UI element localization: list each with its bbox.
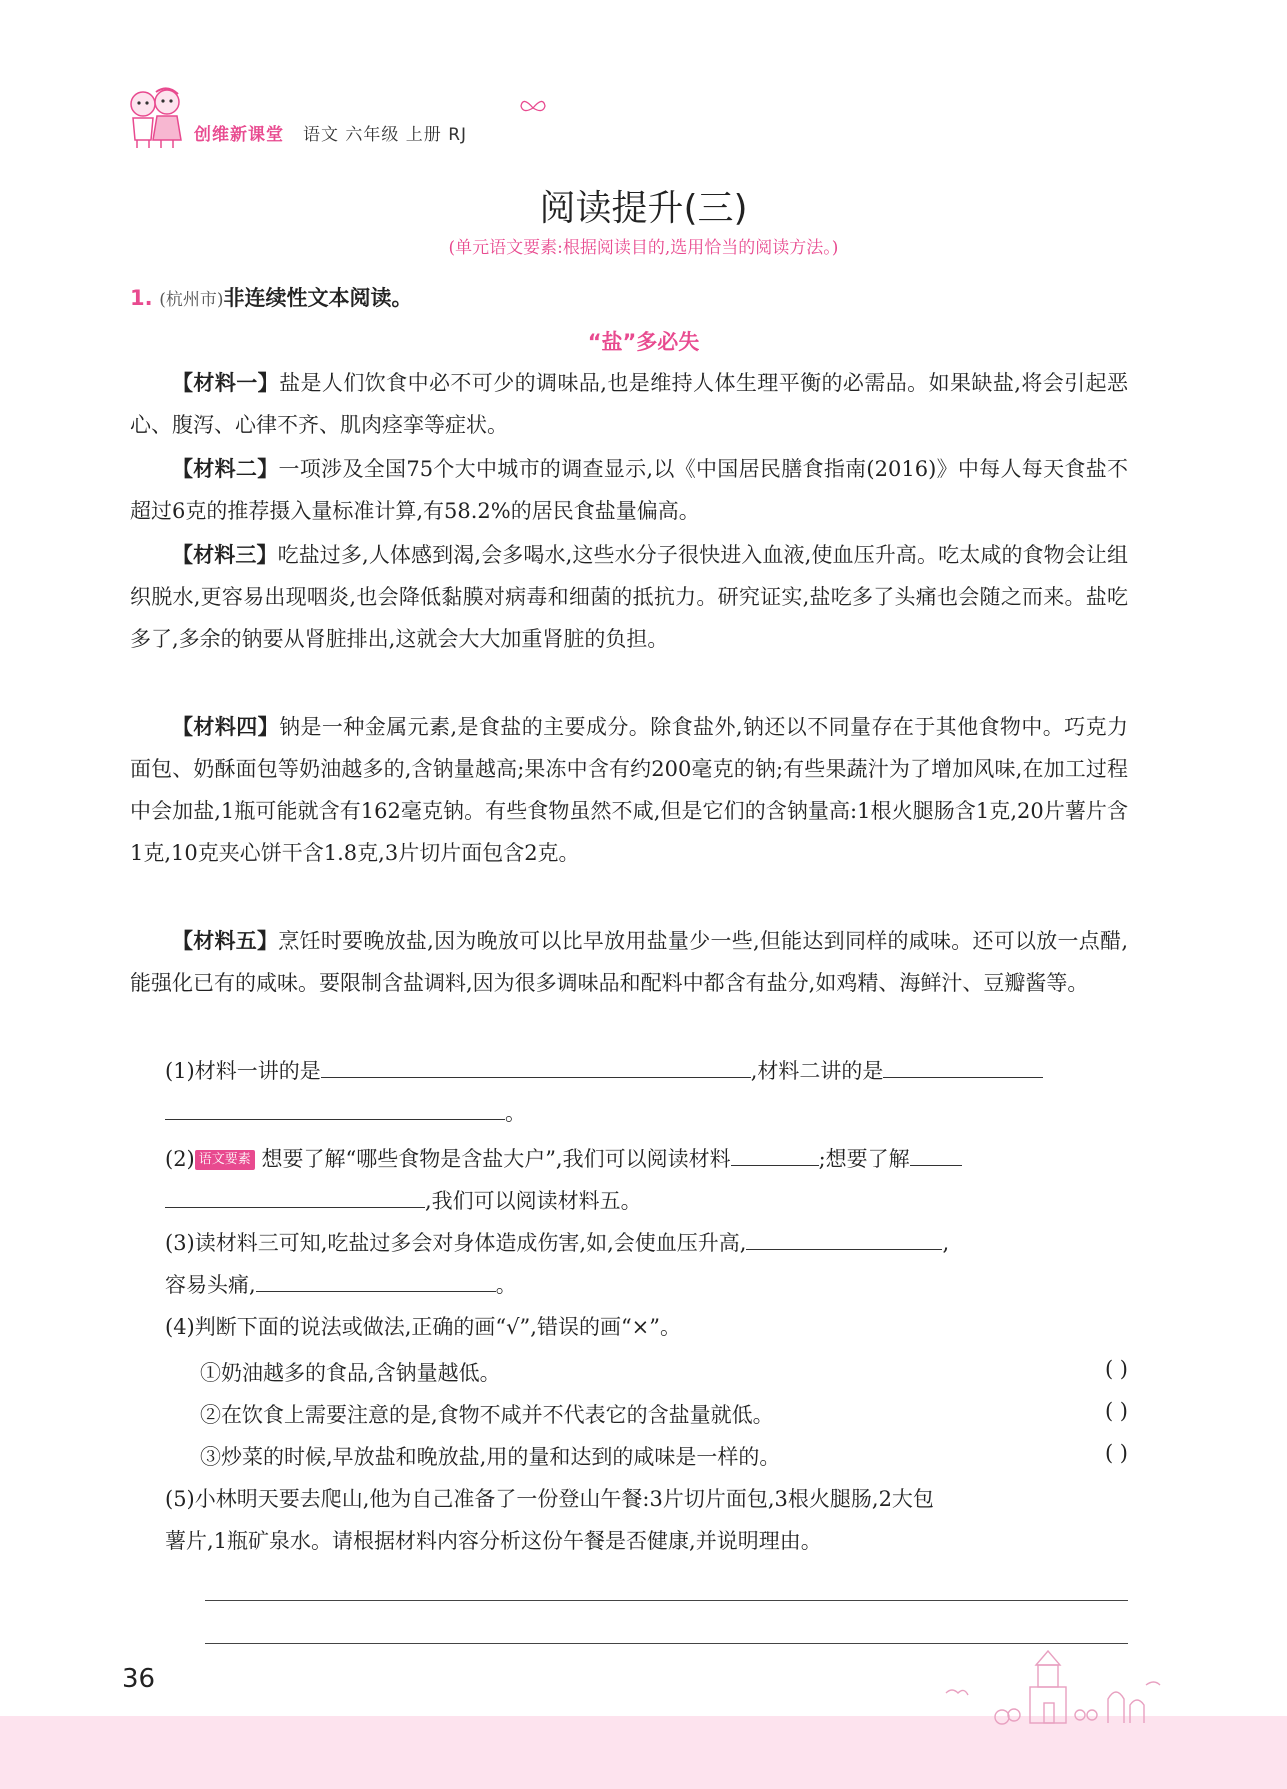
question-heading [130,282,413,312]
sub-question-3-cont: 容易头痛, 。 [165,1264,1127,1306]
element-tag: 语文要素 [195,1150,255,1170]
answer-blank[interactable] [883,1053,1043,1078]
book-info: 语文 六年级 上册 RJ [303,125,468,145]
judge-bracket[interactable]: ( ) [1104,1399,1128,1423]
sub-question-1: (1)材料一讲的是 ,材料二讲的是 [165,1050,1127,1092]
answer-blank[interactable] [731,1141,819,1166]
material-text: 烹饪时要晚放盐,因为晚放可以比早放用盐量少一些,但能达到同样的咸味。还可以放一点醋,能强化已有的咸味。要限制含盐调料,因为很多调味品和配料中都含有盐分,如鸡精、海鲜汁、豆瓣酱等。 [130,929,1129,995]
answer-line[interactable] [205,1600,1128,1601]
answer-blank[interactable] [165,1095,505,1120]
material-text: 吃盐过多,人体感到渴,会多喝水,这些水分子很快进入血液,使血压升高。吃太咸的食物会让组织脱水,更容易出现咽炎,也会降低黏膜对病毒和细菌的抵抗力。研究证实,盐吃多了头痛也会随之而来。盐吃多了,多余的钠要从肾脏排出,这就会大大加重肾脏的负担。 [130,543,1129,651]
sub-question-5: (5)小林明天要去爬山,他为自己准备了一份登山午餐:3片切片面包,3根火腿肠,2大包 [165,1487,934,1511]
material-label: 【材料二】 [172,457,279,481]
material-text: 一项涉及全国75个大中城市的调查显示,以《中国居民膳食指南(2016)》中每人每天食盐不超过6克的推荐摄入量标准计算,有58.2%的居民食盐量偏高。 [130,457,1129,523]
material-5 [130,920,1128,1004]
judge-bracket[interactable]: ( ) [1104,1441,1128,1465]
material-label: 【材料三】 [172,543,278,567]
answer-blank[interactable] [256,1267,496,1292]
answer-blank[interactable] [910,1141,962,1166]
judge-item: ③炒菜的时候,早放盐和晚放盐,用的量和达到的咸味是一样的。 ( ) [200,1441,1128,1469]
material-text: 钠是一种金属元素,是食盐的主要成分。除食盐外,钠还以不同量存在于其他食物中。巧克力面包、奶酥面包等奶油越多的,含钠量越高;果冻中含有约200毫克的钠;有些果蔬汁为了增加风味,在加工过程中会加盐,1瓶可能就含有162毫克钠。有些食物虽然不咸,但是它们的含钠量高:1根火腿肠含1克,20片薯片含1克,10克夹心饼干含1.8克,3片切片面包含2克。 [130,715,1128,865]
material-text: 盐是人们饮食中必不可少的调味品,也是维持人体生理平衡的必需品。如果缺盐,将会引起恶心、腹泻、心律不齐、肌肉痉挛等症状。 [130,371,1128,437]
material-1 [130,362,1128,446]
judge-bracket[interactable]: ( ) [1104,1357,1128,1381]
page-header [125,82,545,152]
brand-name: 创维新课堂 [194,125,284,145]
sub-question-2: (2) 语文要素 想要了解“哪些食物是含盐大户”,我们可以阅读材料 ;想要了解 [165,1138,1127,1180]
page-number: 36 [122,1664,156,1694]
judge-item: ①奶油越多的食品,含钠量越低。 ( ) [200,1357,1128,1385]
material-label: 【材料五】 [172,929,279,953]
castle-decoration-icon [940,1645,1170,1735]
question-number: 1. [130,286,153,310]
sub-question-3: (3)读材料三可知,吃盐过多会对身体造成伤害,如,会使血压升高, , [165,1222,1127,1264]
material-2 [130,448,1128,532]
material-3 [130,534,1128,660]
sub-question-1-cont: 。 [165,1092,1127,1134]
material-label: 【材料一】 [172,371,280,395]
question-source: (杭州市) [159,290,224,310]
answer-line[interactable] [205,1643,1128,1644]
butterfly-icon [520,98,546,118]
article-title: “盐”多必失 [587,330,700,354]
answer-blank[interactable] [746,1225,942,1250]
question-text: 非连续性文本阅读。 [223,286,413,310]
sub-question-5-cont: 薯片,1瓶矿泉水。请根据材料内容分析这份午餐是否健康,并说明理由。 [165,1529,822,1553]
judge-item: ②在饮食上需要注意的是,食物不咸并不代表它的含盐量就低。 ( ) [200,1399,1128,1427]
answer-blank[interactable] [321,1053,751,1078]
sub-question-4: (4)判断下面的说法或做法,正确的画“√”,错误的画“×”。 [165,1315,682,1339]
material-4 [130,706,1128,874]
sub-question-2-cont: ,我们可以阅读材料五。 [165,1180,1127,1222]
kids-mascot-icon [125,84,187,150]
unit-note: (单元语文要素:根据阅读目的,选用恰当的阅读方法。) [448,238,839,258]
page-title: 阅读提升(三) [539,188,748,229]
answer-blank[interactable] [165,1183,425,1208]
material-label: 【材料四】 [172,715,280,739]
